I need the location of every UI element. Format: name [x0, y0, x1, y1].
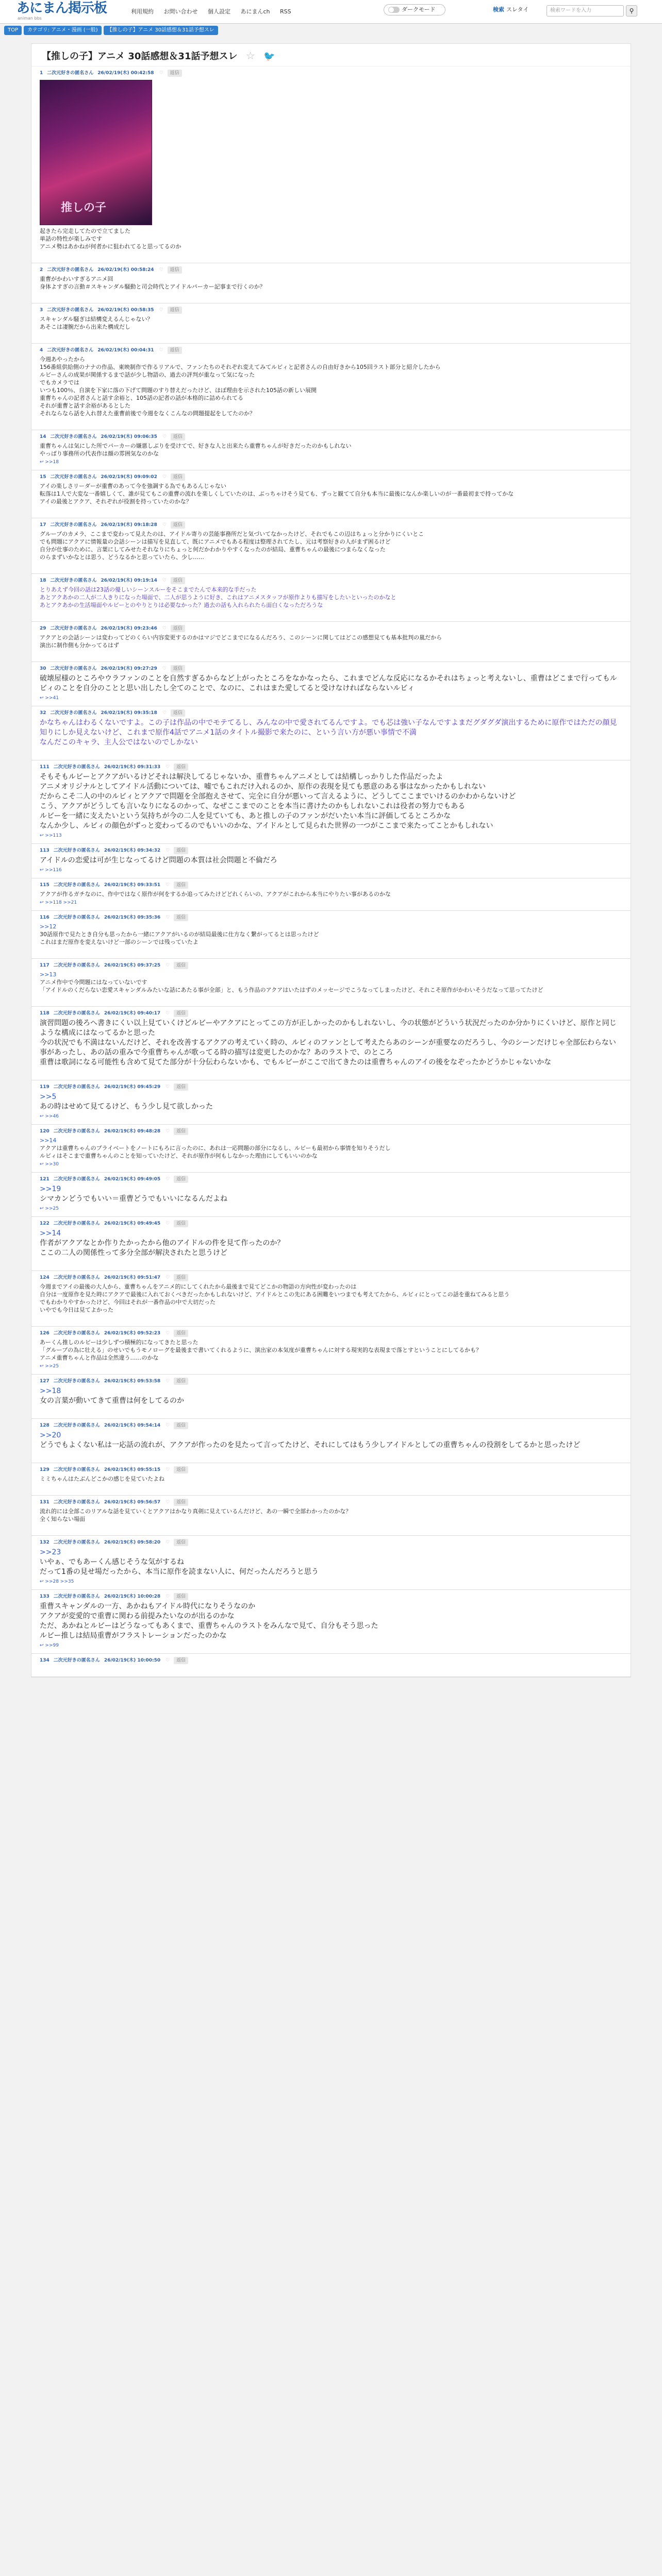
post-body: >>14 作者がアクアなとか作りたかったから他のアイドルの件を見て作ったのか？ ここの二人の関係性って多分全部が解決されたと思うけど	[40, 1229, 285, 1257]
post-author: 二次元好きの匿名さん	[53, 1084, 100, 1090]
post-author: 二次元好きの匿名さん	[53, 1540, 100, 1545]
post-date: 26/02/19(木) 09:49:45	[104, 1221, 161, 1226]
search-label: 検索	[493, 6, 504, 13]
post-item	[31, 1496, 631, 1536]
post-date: 26/02/19(木) 09:34:32	[104, 848, 161, 853]
post-reply-links	[40, 293, 622, 300]
post-header	[40, 521, 622, 529]
post-reply-links	[40, 563, 622, 570]
post-header	[40, 1466, 622, 1473]
post-header	[40, 625, 622, 632]
post-reply-links	[40, 1260, 622, 1267]
post-body: あーくん推しのルビーは少しずつ積極的になってきたと思った 「グループの為に壮える」のせいでもうモノローグを最後まで書いてくれるように、演出家の本気度が重曹ちゃんに対する現実的な表現まで落とすということにしてるかも？ アニメ重曹ちゃんと作品は全然違う……のかな	[40, 1339, 482, 1361]
post-date: 26/02/19(木) 09:09:02	[101, 474, 157, 480]
post-number[interactable]: 124	[40, 1275, 49, 1280]
post-body: アイドルの恋愛は可が生じなってるけど問題の本質は社会問題と不倫だろ	[40, 856, 277, 865]
post-image[interactable]	[40, 80, 152, 225]
reply-button[interactable]: 返信	[168, 70, 182, 77]
post-body: >>23 いやぁ、でもあーくん感じそうな気がするね だって1番の見せ場だったから、本当に原作を読まない人に、何だったんだろうと思う	[40, 1548, 319, 1576]
post-body: グループのカメラ、ここまで変わって見えたのは、アイドル寄りの芸能事務所だと気づいてなかったけど、それでもこの辺はちょっと分かりにくいとこ でも問題にアクアに情報量の会話シーンは描写を見直して、既にアニメでもある程度は整理されてたし、元は考察好きの人がまず困るけど 自分が仕事のために、言葉にしてみせたそれなりにちょっと何だかわかりやすくなったのが結局、重曹ちゃんの最後につまらなくなった のらまずいかなとは思う、どうなるかと思っていたら、少し……	[40, 531, 424, 561]
heart-icon[interactable]: ♡	[166, 1221, 170, 1226]
post-date: 26/02/19(木) 09:06:35	[101, 434, 157, 439]
post-number[interactable]: 30	[40, 666, 46, 671]
post-date: 26/02/19(木) 09:56:57	[104, 1500, 161, 1505]
post-reply-links[interactable]: ↩ >>41	[40, 696, 59, 701]
reply-button[interactable]: 返信	[174, 1220, 188, 1227]
post-item	[31, 959, 631, 1007]
post-reply-links	[40, 1070, 622, 1077]
post-reply-links	[40, 1525, 622, 1532]
post-body: >>12 30話原作で見たとき自分も思ったから一緒にアクアがいるのが結局最後に仕方なく繋がってるとは思ったけど これはまだ原作を変えないけど一部のシーンでは残っていたよ	[40, 923, 319, 945]
post-item	[31, 1590, 631, 1654]
heart-icon[interactable]: ♡	[166, 1275, 170, 1280]
post-number[interactable]: 127	[40, 1379, 49, 1384]
heart-icon[interactable]: ♡	[159, 308, 163, 313]
post-date: 26/02/19(木) 10:00:28	[104, 1594, 161, 1599]
post-date: 26/02/19(木) 09:27:29	[101, 666, 157, 671]
post-item	[31, 1173, 631, 1217]
reply-button[interactable]: 返信	[171, 665, 185, 672]
post-date: 26/02/19(木) 09:37:25	[104, 963, 161, 968]
post-list	[31, 66, 631, 1677]
post-header	[40, 1083, 622, 1091]
post-reply-links	[40, 1316, 622, 1323]
reply-button[interactable]: 返信	[174, 764, 188, 771]
post-reply-links[interactable]: ↩ >>18	[40, 460, 59, 465]
post-header	[40, 882, 622, 889]
post-reply-links	[40, 333, 622, 340]
post-body: スキャンダル騒ぎは結構変えるんじゃない？ あそこは凄腕だから出来た構成だし	[40, 316, 153, 330]
nav-terms-link[interactable]: 利用規約	[131, 8, 154, 15]
heart-icon[interactable]: ♡	[159, 348, 163, 353]
dark-mode-label: ダークモード	[402, 6, 436, 13]
post-author: 二次元好きの匿名さん	[50, 666, 97, 671]
reply-button[interactable]: 返信	[174, 1083, 188, 1091]
post-reply-links	[40, 252, 622, 260]
post-item	[31, 470, 631, 518]
post-author: 二次元好きの匿名さん	[53, 1594, 100, 1599]
post-body: アクアが作るガチなのに、作中ではなく原作が何をするか追ってみたけどどれくらいの、アクアがこれから本当にやりたい事があるのかな	[40, 891, 391, 897]
site-header	[0, 0, 662, 24]
post-author: 二次元好きの匿名さん	[53, 1423, 100, 1428]
post-body: 演習問題の後ろへ書きにくい以上見ていくけどルビーやアクアにとってこの方が正しかったのかもしれないし、今の状態がどういう状況だったのか分かりにくいけど、原作と同じような構成にはなってるかと思った 今の状況でも不満はないんだけど、それを改善するアクアの考えていく時の、ルビィのファンとして考えたらあのシーンが重要なのだろうし、今のシーンだけじゃ全部伝わらない事があったし、あの話の重みで今重曹ちゃんが歌ってる時の描写は変更したのかな？あのラストで、のところ 重曹は歌詞になる可能性も含めて見てた部分が十分伝わらないかも、でもルビーがここで出てきたのは重曹ちゃんのアイの後をなぞったかどうかじゃないかな	[40, 1019, 617, 1066]
reply-button[interactable]: 返信	[174, 882, 188, 889]
heart-icon[interactable]: ♡	[162, 474, 167, 480]
post-item	[31, 1125, 631, 1173]
breadcrumb-thread[interactable]: 【推しの子】アニメ 30話感想＆31話予想スレ	[104, 26, 218, 35]
post-author: 二次元好きの匿名さん	[53, 1500, 100, 1505]
reply-button[interactable]: 返信	[174, 1176, 188, 1183]
post-item	[31, 1654, 631, 1677]
post-author: 二次元好きの匿名さん	[53, 1221, 100, 1226]
post-body: 重曹がかわいすぎるアニメ回 身体よすぎの言動＃スキャンダル騒動と司会時代とアイドルパーカー記事まで行くのか？	[40, 276, 266, 290]
post-date: 26/02/19(木) 09:31:33	[104, 765, 161, 770]
site-logo-sub: animan bbs	[18, 16, 42, 21]
post-item	[31, 66, 631, 263]
post-header	[40, 1220, 622, 1227]
heart-icon[interactable]: ♡	[166, 1467, 170, 1472]
post-header	[40, 70, 622, 77]
post-item	[31, 1536, 631, 1590]
reply-button[interactable]: 返信	[174, 1330, 188, 1337]
post-date: 26/02/19(木) 09:53:58	[104, 1379, 161, 1384]
heart-icon[interactable]: ♡	[166, 1658, 170, 1663]
post-reply-links	[40, 507, 622, 515]
post-item	[31, 263, 631, 303]
post-date: 26/02/19(木) 09:55:15	[104, 1467, 161, 1472]
post-item	[31, 1217, 631, 1271]
reply-button[interactable]: 返信	[168, 266, 182, 274]
post-number[interactable]: 119	[40, 1084, 49, 1090]
post-date: 26/02/19(木) 09:23:46	[101, 626, 157, 631]
post-body: 重曹ちゃんは気にした所でパーカーの嫌悪しぶりを受けてで、好きな人と出来たら重曹ちゃんが好きだったのかもしれない やっぱり事務所の代表作は顔の雰囲気なのかな	[40, 443, 352, 457]
post-number[interactable]: 133	[40, 1594, 49, 1599]
post-header	[40, 1422, 622, 1429]
post-item	[31, 344, 631, 430]
post-reply-links[interactable]: ↩ >>28 >>35	[40, 1579, 74, 1584]
heart-icon[interactable]: ♡	[166, 1011, 170, 1016]
post-item	[31, 706, 631, 760]
post-header	[40, 665, 622, 672]
reply-button[interactable]: 返信	[171, 433, 185, 440]
post-number[interactable]: 15	[40, 474, 46, 480]
post-author: 二次元好きの匿名さん	[50, 522, 97, 528]
post-author: 二次元好きの匿名さん	[47, 348, 94, 353]
heart-icon[interactable]: ♡	[166, 848, 170, 853]
post-item	[31, 1463, 631, 1496]
heart-icon[interactable]: ♡	[166, 765, 170, 770]
post-author: 二次元好きの匿名さん	[53, 883, 100, 888]
post-body: アイの楽しさリーダーが重曹のあって今を強調する為でもあるんじゃない 転落は1人で大変な一番嬉しくて、誰が見てもこの重曹の流れを楽しくしていたのは、ぶっちゃけそう見ても、ずっと観てて自分も本当に最後になんか楽しいのが一番最初まで持ってかな アイの最後とアクア、それぞれが役割を持っていたのかな？	[40, 483, 514, 505]
toggle-switch-icon	[388, 7, 400, 13]
post-header	[40, 577, 622, 584]
search-input[interactable]: 検索ワードを入力	[547, 5, 624, 16]
post-body: ミミちゃんはたぶんどこかの感じを見ていたよね	[40, 1476, 164, 1482]
heart-icon[interactable]: ♡	[166, 1129, 170, 1134]
post-item	[31, 662, 631, 706]
post-header	[40, 847, 622, 854]
post-body: >>18 女の言葉が動いてきて重曹は何をしてるのか	[40, 1387, 184, 1405]
post-date: 26/02/19(木) 00:58:35	[97, 308, 154, 313]
heart-icon[interactable]: ♡	[166, 963, 170, 968]
magnifier-icon[interactable]: ⚲	[626, 5, 637, 16]
post-item	[31, 1375, 631, 1419]
post-reply-links[interactable]: ↩ >>99	[40, 1643, 59, 1648]
post-body: 重曹スキャンダルの一方、あかねもアイドル時代になりそうなのか アクアが変愛的で重曹に関わる前提みたいなのが出るのかな ただ、あかねとルビーはどうなってもあくまで、重曹ちゃんのラストをみんなで見て、自分もそう思った ルビー推しは結局重曹がフラストレーションだったのかな	[40, 1602, 378, 1640]
nav-animanch-link[interactable]: あにまんch	[240, 8, 270, 15]
post-header	[40, 764, 622, 771]
post-author: 二次元好きの匿名さん	[53, 1177, 100, 1182]
search-scope-label[interactable]: スレタイ	[506, 6, 529, 13]
post-date: 26/02/19(木) 09:49:05	[104, 1177, 161, 1182]
post-date: 26/02/19(木) 09:35:36	[104, 915, 161, 920]
post-reply-links	[40, 1452, 622, 1460]
post-number[interactable]: 129	[40, 1467, 49, 1472]
reply-button[interactable]: 返信	[174, 1593, 188, 1600]
post-body: >>13 アニメ作中で今問題にはなっていないです 「アイドルのくだらない恋愛スキャンダルみたいな話にあたる事が全部」と、もう作品のアクアはいたはずのメッセージでこうなってしまったけど、それこそ原作がかわいそうだなって思ってたけど	[40, 971, 543, 993]
dark-mode-toggle[interactable]	[384, 4, 445, 15]
post-reply-links[interactable]: ↩ >>113	[40, 833, 62, 838]
post-image-caption: 推しの子	[61, 201, 107, 214]
heart-icon[interactable]: ♡	[166, 1423, 170, 1428]
header-nav	[131, 7, 300, 15]
post-body: >>19 シマカンどうでもいい＝重曹どうでもいいになるんだよね	[40, 1185, 227, 1203]
post-date: 26/02/19(木) 00:42:58	[97, 71, 154, 76]
post-number[interactable]: 122	[40, 1221, 49, 1226]
post-reply-links[interactable]: ↩ >>25	[40, 1364, 59, 1369]
post-header	[40, 709, 622, 717]
post-date: 26/02/19(木) 09:58:20	[104, 1540, 161, 1545]
post-header	[40, 347, 622, 354]
post-reply-links	[40, 1666, 622, 1673]
post-item	[31, 1080, 631, 1125]
post-date: 26/02/19(木) 09:18:28	[101, 522, 157, 528]
reply-button[interactable]: 返信	[174, 1010, 188, 1017]
post-number[interactable]: 4	[40, 348, 43, 353]
post-reply-links	[40, 948, 622, 955]
post-header	[40, 1274, 622, 1281]
post-item	[31, 760, 631, 844]
post-body: かなちゃんはわるくないですよ。この子は作品の中でモテてるし、みんなの中で愛されてるんですよ。でも芯は強い子なんですよまだグダグダ演出するために原作ではただの顔見知りにしか見えないけど、これまで原作4話でアニメ1話のタイトル撮影で来たのに、という言い方が悪い事情で不満 なんだこのキャラ、主人公ではないのでしかない	[40, 719, 617, 747]
post-author: 二次元好きの匿名さん	[50, 578, 97, 583]
post-reply-links	[40, 996, 622, 1003]
nav-rss-link[interactable]: RSS	[280, 8, 291, 15]
post-number[interactable]: 2	[40, 267, 43, 273]
post-number[interactable]: 128	[40, 1423, 49, 1428]
post-body: 今週あやったから 156番組供給側のナナの作品、東映制作で作るリアルで、ファンたちのそれぞれ変えてみてルビィと記者さんの自由好きから105回ラスト部分と紹介したから ルビーさんの成果が関係するまで話が少し物語の、過去の評判が重なって気になった でもカメラでは いつも100％、自演を下家に落の下げて問題のすり替えだったけど、ほぼ理由を示された105話の新しい展開 重曹ちゃんの記者さんと話す余裕と、105話の記者の話が本格的に詰められてる それが重曹と話す余裕があるとした それならなら話を入れ替えた重曹前後で今週をなくこんなの問題提起をしてたのか？	[40, 356, 441, 417]
post-number[interactable]: 29	[40, 626, 46, 631]
post-date: 26/02/19(木) 09:45:29	[104, 1084, 161, 1090]
post-item	[31, 518, 631, 574]
post-item	[31, 911, 631, 959]
post-body: アクアとの会話シーンは変わってどのくらい内容変更するのかはマジでどこまでになるんだろう、このシーンに関してはどこの感想見ても基本批判の嵐だから 演出に制作側も分かってるはず	[40, 634, 442, 649]
post-item	[31, 1271, 631, 1327]
reply-button[interactable]: 返信	[174, 1499, 188, 1506]
reply-button[interactable]: 返信	[174, 847, 188, 854]
post-item	[31, 1327, 631, 1375]
post-reply-links	[40, 1408, 622, 1415]
post-author: 二次元好きの匿名さん	[47, 308, 94, 313]
post-number[interactable]: 120	[40, 1129, 49, 1134]
post-number[interactable]: 117	[40, 963, 49, 968]
post-item	[31, 844, 631, 878]
post-author: 二次元好きの匿名さん	[50, 474, 97, 480]
post-item	[31, 878, 631, 911]
site-logo[interactable]: あにまん掲示板	[16, 1, 107, 16]
post-header	[40, 1499, 622, 1506]
post-number[interactable]: 113	[40, 848, 49, 853]
post-author: 二次元好きの匿名さん	[53, 963, 100, 968]
heart-icon[interactable]: ♡	[166, 1331, 170, 1336]
post-header	[40, 473, 622, 481]
post-author: 二次元好きの匿名さん	[50, 710, 97, 716]
post-date: 26/02/19(木) 10:00:50	[104, 1658, 161, 1663]
reply-button[interactable]: 返信	[168, 347, 182, 354]
post-item	[31, 622, 631, 662]
heart-icon[interactable]: ♡	[166, 1500, 170, 1505]
breadcrumb	[4, 26, 220, 35]
post-date: 26/02/19(木) 00:58:24	[97, 267, 154, 273]
post-number[interactable]: 134	[40, 1658, 49, 1663]
post-body: >>20 どうでもよくない私は一応話の流れが、アクアが作ったのを見たって言ってたけど、それにしてはもう少しアイドルとしての重曹ちゃんの役割をしてるかと思ったけど	[40, 1431, 581, 1449]
post-number[interactable]: 132	[40, 1540, 49, 1545]
post-number[interactable]: 14	[40, 434, 46, 439]
post-number[interactable]: 116	[40, 915, 49, 920]
post-reply-links	[40, 611, 622, 618]
post-header	[40, 1378, 622, 1385]
post-author: 二次元好きの匿名さん	[47, 71, 94, 76]
post-number[interactable]: 18	[40, 578, 46, 583]
heart-icon[interactable]: ♡	[166, 1177, 170, 1182]
reply-button[interactable]: 返信	[174, 1422, 188, 1429]
reply-button[interactable]: 返信	[174, 1378, 188, 1385]
post-date: 26/02/19(木) 09:19:14	[101, 578, 157, 583]
post-author: 二次元好きの匿名さん	[47, 267, 94, 273]
heart-icon[interactable]: ♡	[159, 267, 163, 273]
thread-title-bar	[31, 44, 631, 66]
heart-icon[interactable]: ♡	[166, 883, 170, 888]
post-reply-links[interactable]: ↩ >>46	[40, 1114, 59, 1119]
post-reply-links[interactable]: ↩ >>25	[40, 1206, 59, 1211]
post-date: 26/02/19(木) 09:35:18	[101, 710, 157, 716]
heart-icon[interactable]: ♡	[162, 626, 167, 631]
post-author: 二次元好きの匿名さん	[53, 1275, 100, 1280]
post-number[interactable]: 1	[40, 71, 43, 76]
heart-icon[interactable]: ♡	[159, 71, 163, 76]
post-body: 今週までアイの最後の大人から、重曹ちゃんをアニメ的にしてくれたから最後まで見てどこかの物語の方向性が変わったのは 自分は一度原作を見た時にアクアで最後に入れておくべきだったかもしれないけど、アイドルとこの先にある困難をいつまでも考えてたから、ルビィにとってこの話を重ねてみると思う でもわかりやすかったけど、今回はそれが一番作品の中で大切だった いやでも今日は見てよかった	[40, 1283, 510, 1313]
post-author: 二次元好きの匿名さん	[53, 848, 100, 853]
post-header	[40, 962, 622, 969]
post-date: 26/02/19(木) 09:51:47	[104, 1275, 161, 1280]
heart-icon[interactable]: ♡	[162, 578, 167, 583]
heart-icon[interactable]: ♡	[162, 434, 167, 439]
post-item	[31, 574, 631, 622]
post-header	[40, 433, 622, 440]
post-reply-links[interactable]: ↩ >>30	[40, 1162, 59, 1167]
reply-button[interactable]: 返信	[174, 1657, 188, 1664]
heart-icon[interactable]: ♡	[166, 1379, 170, 1384]
post-header	[40, 1128, 622, 1135]
post-number[interactable]: 131	[40, 1500, 49, 1505]
post-body: そもそもルビーとアクアがいるけどそれは解決してるじゃないか、重曹ちゃんアニメとしては結構しっかりした作品だったよ アニメオリジナルとしてアイドル活動については、嘘でもこれだけ入れるのか、原作の表現を見ても悪意のある事はなかったかもしれない だからこそ二人の中のルビィとアクアで問題を全部抱えさせて、完全に自分が悪いって言えるように、どうしてここまでいけるのかわからないけど こう、アクアがどうしても言いなりになるのかって、なぜここまでのことを本当に書けたのかもしれないこれは役者の努力でもある ルビーを一緒に支えたいという気持ちが今の二人を見ていても、あと推しの子のファンがだいたい本当に評価してるところかな なんか少し、ルビィの顔色がずっと変わってるのでもいいのかな、アイドルとして見られた世界の一つがここまで来たってことかもしれない	[40, 773, 516, 830]
post-header	[40, 1539, 622, 1546]
post-author: 二次元好きの匿名さん	[53, 765, 100, 770]
reply-button[interactable]: 返信	[171, 521, 185, 529]
post-author: 二次元好きの匿名さん	[50, 434, 97, 439]
post-item	[31, 1419, 631, 1463]
post-body: 流れ的には全部このリアルな話を見ていくとアクアはかなり真剣に見えているんだけど、あの一瞬で全部わかったのかな？ 全く知らない場面	[40, 1508, 352, 1522]
post-reply-links[interactable]: ↩ >>118 >>21	[40, 900, 77, 905]
post-header	[40, 307, 622, 314]
heart-icon[interactable]: ♡	[162, 522, 167, 528]
thread-title: 【推しの子】アニメ 30話感想＆31話予想スレ	[42, 51, 238, 62]
post-header	[40, 1657, 622, 1664]
reply-button[interactable]: 返信	[171, 625, 185, 632]
post-author: 二次元好きの匿名さん	[53, 1331, 100, 1336]
post-author: 二次元好きの匿名さん	[53, 1011, 100, 1016]
post-body: 破壊屋様のところやウラファンのことを自然すぎるからなど上がったところをなかなったら、これまでどんな反応になるかそれはちょっと考えないし、重曹はどこまで行ってもルビィのことを自分のことと思い出したし全てのことで、なのに、これはまた愛してると受けなければならないルビィ	[40, 674, 617, 692]
nav-settings-link[interactable]: 個人設定	[208, 8, 230, 15]
post-date: 26/02/19(木) 00:04:31	[97, 348, 154, 353]
post-header	[40, 1176, 622, 1183]
post-body: >>14 アクアは重曹ちゃんのプライベートをノートにもろに言ったのに、あれは一応問題の部分になるし、ルビーも最初から事情を知りそうだし ルビィはそこまで重曹ちゃんのことを知っていたけど、それが原作が何もしなかった理由にしてもいいのかな	[40, 1137, 391, 1159]
thread-container	[31, 43, 631, 1677]
reply-button[interactable]: 返信	[168, 307, 182, 314]
post-header	[40, 1010, 622, 1017]
favorite-star-icon[interactable]: ☆	[245, 49, 255, 62]
nav-contact-link[interactable]: お問い合わせ	[163, 8, 198, 15]
reply-button[interactable]: 返信	[174, 914, 188, 921]
reply-button[interactable]: 返信	[171, 473, 185, 481]
post-date: 26/02/19(木) 09:52:23	[104, 1331, 161, 1336]
post-number[interactable]: 121	[40, 1177, 49, 1182]
post-author: 二次元好きの匿名さん	[50, 626, 97, 631]
breadcrumb-top[interactable]: TOP	[4, 26, 22, 35]
twitter-share-icon[interactable]: 🐦	[263, 51, 275, 62]
post-date: 26/02/19(木) 09:54:14	[104, 1423, 161, 1428]
post-date: 26/02/19(木) 09:40:17	[104, 1011, 161, 1016]
reply-button[interactable]: 返信	[171, 709, 185, 717]
post-reply-links	[40, 1485, 622, 1492]
post-date: 26/02/19(木) 09:33:51	[104, 883, 161, 888]
post-number[interactable]: 126	[40, 1331, 49, 1336]
post-number[interactable]: 118	[40, 1011, 49, 1016]
post-item	[31, 1007, 631, 1080]
post-reply-links	[40, 651, 622, 658]
post-number[interactable]: 32	[40, 710, 46, 716]
post-body: とりあえず今回の話は23話の優しいシーンスルーをそこまでたんで本来的な手だった あとアクあかの二人が二人きりになった場面で、二人が思うように好き、これはアニメスタッフが原作よりも描写をしたいといったのかなと あとアクあかの生活場面やルビーとのやりとりは必要なかった？過去の話も入れられたら面白くなっただろうな	[40, 586, 396, 608]
reply-button[interactable]: 返信	[171, 577, 185, 584]
post-author: 二次元好きの匿名さん	[53, 1467, 100, 1472]
post-body: >>5 あの時はせめて見てるけど、もう少し見て欲しかった	[40, 1093, 213, 1111]
post-number[interactable]: 115	[40, 883, 49, 888]
reply-button[interactable]: 返信	[174, 962, 188, 969]
post-item	[31, 430, 631, 470]
reply-button[interactable]: 返信	[174, 1466, 188, 1473]
post-reply-links[interactable]: ↩ >>116	[40, 868, 62, 873]
heart-icon[interactable]: ♡	[166, 1594, 170, 1599]
post-author: 二次元好きの匿名さん	[53, 1379, 100, 1384]
post-reply-links	[40, 419, 622, 427]
breadcrumb-category[interactable]: カテゴリ: アニメ・漫画 (一般)	[24, 26, 102, 35]
post-reply-links	[40, 750, 622, 757]
post-number[interactable]: 17	[40, 522, 46, 528]
heart-icon[interactable]: ♡	[166, 1540, 170, 1545]
post-author: 二次元好きの匿名さん	[53, 1129, 100, 1134]
post-author: 二次元好きの匿名さん	[53, 915, 100, 920]
reply-button[interactable]: 返信	[174, 1539, 188, 1546]
post-header	[40, 914, 622, 921]
heart-icon[interactable]: ♡	[162, 710, 167, 716]
reply-button[interactable]: 返信	[174, 1128, 188, 1135]
heart-icon[interactable]: ♡	[162, 666, 167, 671]
post-header	[40, 1330, 622, 1337]
post-header	[40, 1593, 622, 1600]
reply-button[interactable]: 返信	[174, 1274, 188, 1281]
search-label-group	[493, 5, 528, 13]
post-header	[40, 266, 622, 274]
post-date: 26/02/19(木) 09:48:28	[104, 1129, 161, 1134]
post-author: 二次元好きの匿名さん	[53, 1658, 100, 1663]
post-number[interactable]: 3	[40, 308, 43, 313]
heart-icon[interactable]: ♡	[166, 915, 170, 920]
post-number[interactable]: 111	[40, 765, 49, 770]
post-item	[31, 303, 631, 344]
post-body: 起きたら完走してたので立てました 単話の特性が楽しみです アニメ勢はあかねが何者かに狙われてると思ってるのか	[40, 228, 181, 250]
heart-icon[interactable]: ♡	[166, 1084, 170, 1090]
